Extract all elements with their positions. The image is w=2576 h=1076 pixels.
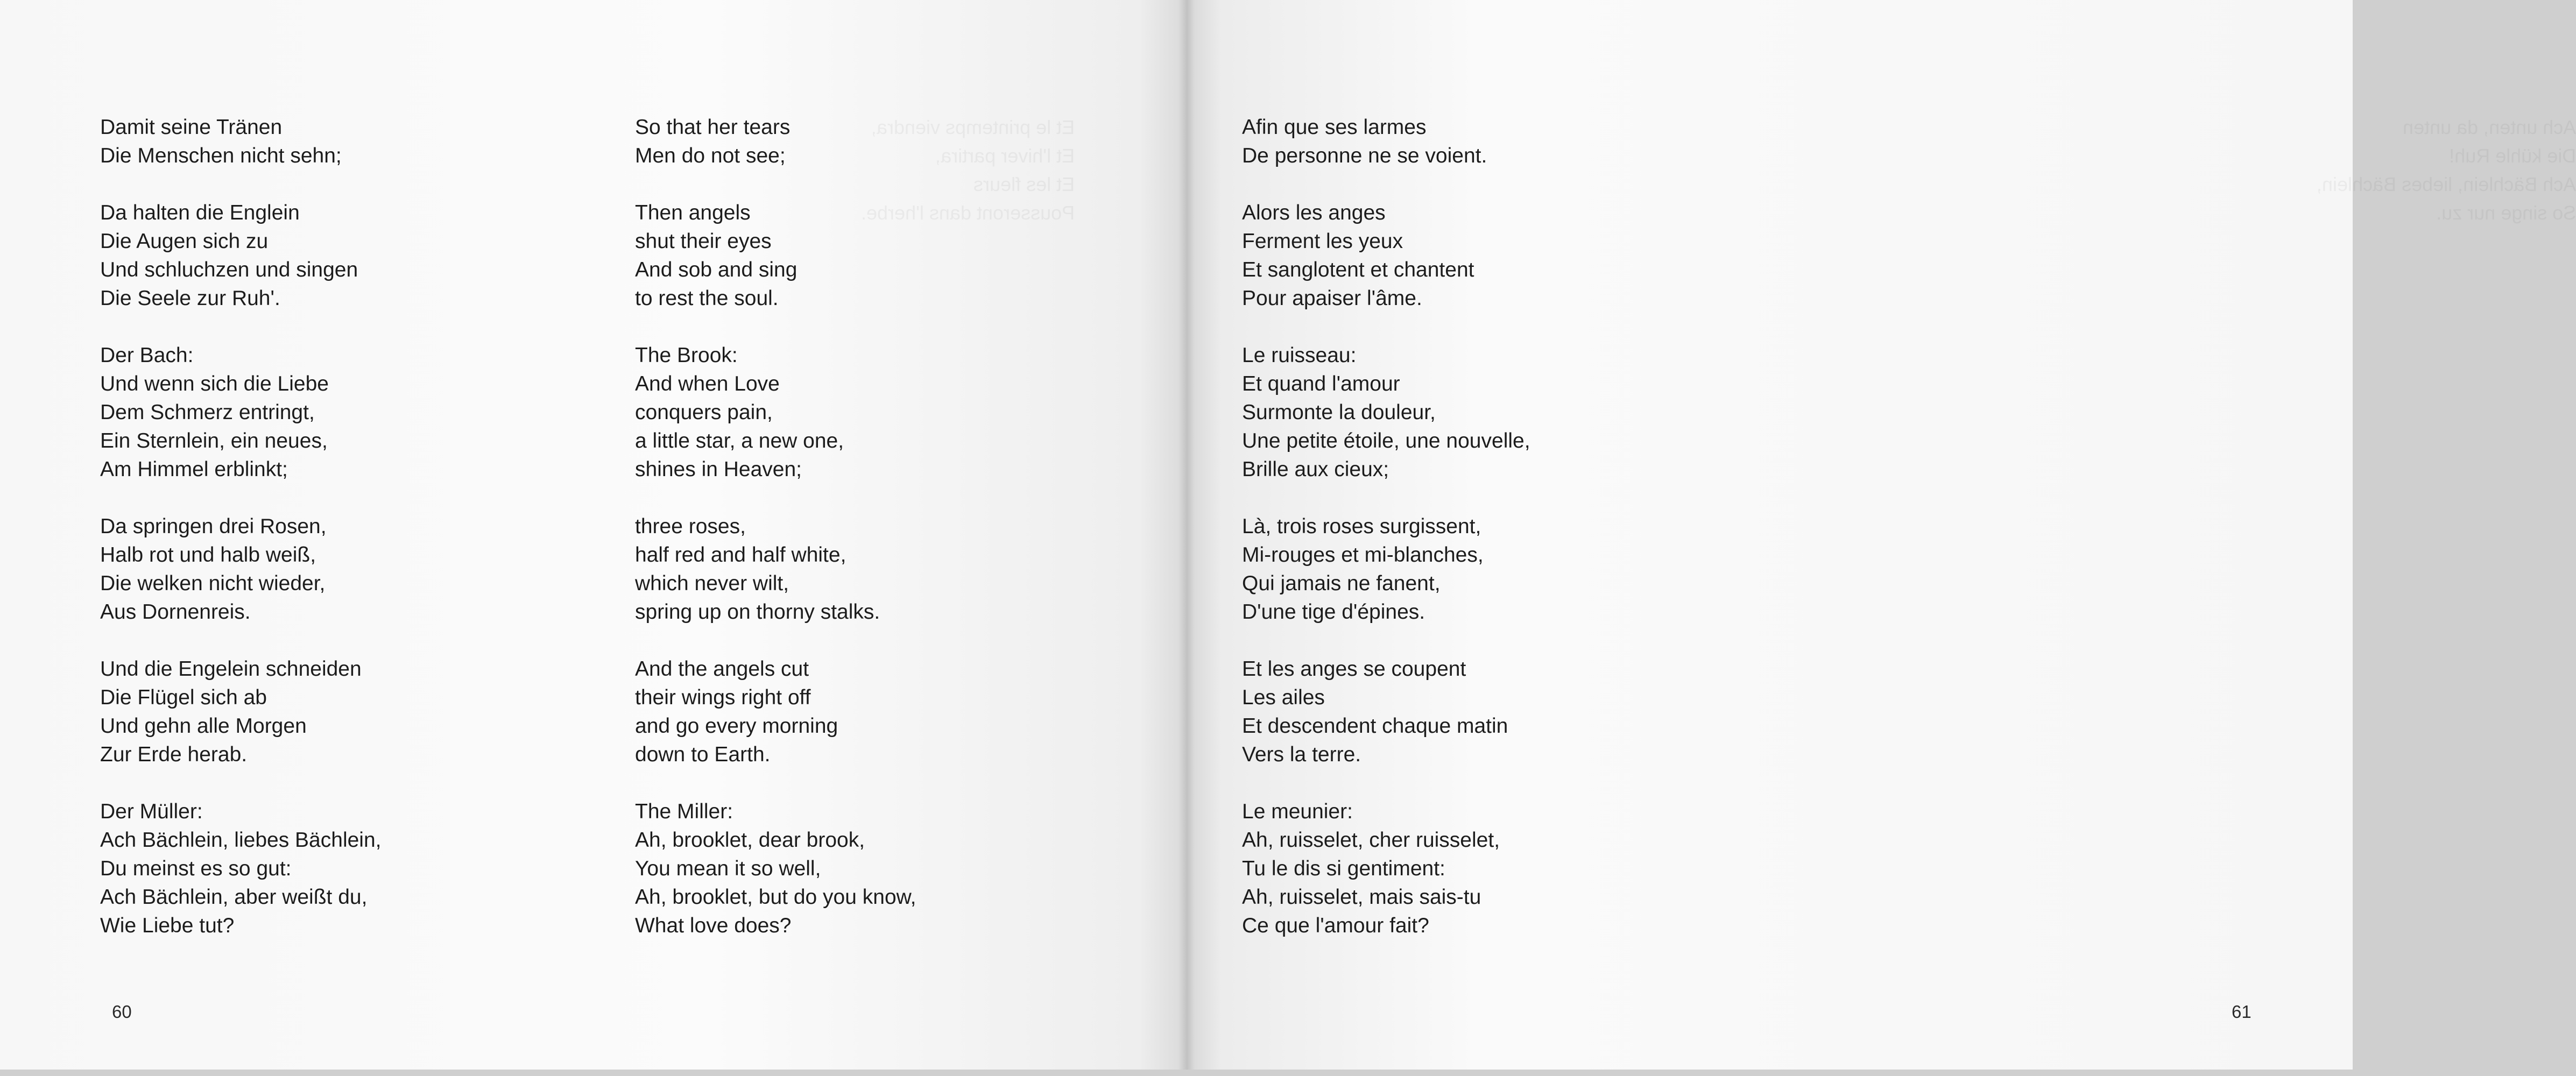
lyric-line: Damit seine Tränen — [100, 116, 283, 139]
stanza — [1242, 655, 1530, 769]
stanza — [635, 797, 916, 940]
stanza — [635, 199, 916, 313]
page-number-left: 60 — [112, 1002, 132, 1022]
lyric-line: Le meunier: — [1242, 800, 1353, 823]
stanza — [100, 113, 381, 170]
lyric-line: Ein Sternlein, ein neues, — [100, 429, 328, 452]
english-lyrics-column — [635, 113, 916, 968]
lyric-line: Die Menschen nicht sehn; — [100, 144, 342, 167]
lyric-line: Halb rot und halb weiß, — [100, 543, 316, 567]
page-number-right: 61 — [2232, 1002, 2252, 1022]
lyric-line: Und schluchzen und singen — [100, 258, 358, 281]
stanza — [100, 655, 381, 769]
stanza — [100, 512, 381, 626]
lyric-line: Et quand l'amour — [1242, 372, 1400, 395]
lyric-line: Am Himmel erblinkt; — [100, 458, 288, 481]
lyric-line: And sob and sing — [635, 258, 797, 281]
stanza — [100, 199, 381, 313]
lyric-line: Ferment les yeux — [1242, 230, 1403, 253]
lyric-line: Wie Liebe tut? — [100, 914, 235, 937]
lyric-line: Ah, brooklet, dear brook, — [635, 829, 865, 852]
lyric-line: The Brook: — [635, 344, 738, 367]
show-through-text: Et le printemps viendra, Et l'hiver partira, Et les fleurs Pousseront dans l'herbe. — [861, 116, 1075, 224]
lyric-line: You mean it so well, — [635, 857, 821, 880]
lyric-line: Die Seele zur Ruh'. — [100, 287, 280, 310]
left-page — [0, 0, 1187, 1070]
lyric-line: Die Augen sich zu — [100, 230, 269, 253]
lyric-line: Alors les anges — [1242, 201, 1386, 224]
lyric-line: Le ruisseau: — [1242, 344, 1357, 367]
lyric-line: And when Love — [635, 372, 780, 395]
lyric-line: Ach Bächlein, aber weißt du, — [100, 886, 368, 909]
lyric-line: Du meinst es so gut: — [100, 857, 292, 880]
lyric-line: Ach Bächlein, liebes Bächlein, — [100, 829, 382, 852]
lyric-line: spring up on thorny stalks. — [635, 600, 880, 624]
lyric-line: Pour apaiser l'âme. — [1242, 287, 1422, 310]
lyric-line: Brille aux cieux; — [1242, 458, 1389, 481]
lyric-line: Aus Dornenreis. — [100, 600, 251, 624]
lyric-line: Die welken nicht wieder, — [100, 572, 326, 595]
lyric-line: Da springen drei Rosen, — [100, 515, 327, 538]
lyric-line: Qui jamais ne fanent, — [1242, 572, 1441, 595]
lyric-line: Les ailes — [1242, 686, 1325, 709]
lyric-line: Mi-rouges et mi-blanches, — [1242, 543, 1484, 567]
lyric-line: The Miller: — [635, 800, 733, 823]
german-lyrics-column — [100, 113, 381, 968]
lyric-line: Et sanglotent et chantent — [1242, 258, 1474, 281]
lyric-line: their wings right off — [635, 686, 811, 709]
stanza — [635, 655, 916, 769]
lyric-line: So that her tears — [635, 116, 791, 139]
lyric-line: Ah, ruisselet, mais sais-tu — [1242, 886, 1481, 909]
lyric-line: Tu le dis si gentiment: — [1242, 857, 1445, 880]
lyric-line: Ah, brooklet, but do you know, — [635, 886, 916, 909]
stanza — [635, 341, 916, 484]
stanza — [635, 113, 916, 170]
lyric-line: Et descendent chaque matin — [1242, 714, 1508, 738]
stanza — [1242, 113, 1530, 170]
lyric-line: Und die Engelein schneiden — [100, 657, 362, 681]
stanza — [100, 797, 381, 940]
lyric-line: Afin que ses larmes — [1242, 116, 1427, 139]
lyric-line: Une petite étoile, une nouvelle, — [1242, 429, 1530, 452]
lyric-line: Vers la terre. — [1242, 743, 1361, 766]
lyric-line: Surmonte la douleur, — [1242, 401, 1436, 424]
lyric-line: shut their eyes — [635, 230, 772, 253]
lyric-line: three roses, — [635, 515, 746, 538]
lyric-line: D'une tige d'épines. — [1242, 600, 1425, 624]
lyric-line: Ce que l'amour fait? — [1242, 914, 1429, 937]
lyric-line: which never wilt, — [635, 572, 789, 595]
lyric-line: Und wenn sich die Liebe — [100, 372, 329, 395]
stanza — [1242, 797, 1530, 940]
lyric-line: Die Flügel sich ab — [100, 686, 267, 709]
lyric-line: Et les anges se coupent — [1242, 657, 1466, 681]
lyric-line: Zur Erde herab. — [100, 743, 248, 766]
stanza — [1242, 512, 1530, 626]
lyric-line: shines in Heaven; — [635, 458, 802, 481]
lyric-line: to rest the soul. — [635, 287, 779, 310]
lyric-line: Là, trois roses surgissent, — [1242, 515, 1481, 538]
stanza — [1242, 199, 1530, 313]
lyric-line: Und gehn alle Morgen — [100, 714, 307, 738]
french-lyrics-column — [1242, 113, 1530, 968]
stanza — [100, 341, 381, 484]
lyric-line: What love does? — [635, 914, 792, 937]
lyric-line: and go every morning — [635, 714, 838, 738]
lyric-line: down to Earth. — [635, 743, 771, 766]
lyric-line: Der Bach: — [100, 344, 194, 367]
lyric-line: Der Müller: — [100, 800, 203, 823]
lyric-line: half red and half white, — [635, 543, 846, 567]
stanza — [1242, 341, 1530, 484]
lyric-line: De personne ne se voient. — [1242, 144, 1487, 167]
lyric-line: a little star, a new one, — [635, 429, 844, 452]
lyric-line: Then angels — [635, 201, 751, 224]
lyric-line: conquers pain, — [635, 401, 773, 424]
right-page — [1187, 0, 2576, 1070]
show-through-text: Ach unten, da unten Die kühle Ruh! Ach Bächlein, liebes Bächlein, So singe nur zu. — [2317, 116, 2576, 224]
lyric-line: Dem Schmerz entringt, — [100, 401, 315, 424]
lyric-line: Men do not see; — [635, 144, 786, 167]
stanza — [635, 512, 916, 626]
lyric-line: Da halten die Englein — [100, 201, 300, 224]
lyric-line: Ah, ruisselet, cher ruisselet, — [1242, 829, 1500, 852]
lyric-line: And the angels cut — [635, 657, 809, 681]
